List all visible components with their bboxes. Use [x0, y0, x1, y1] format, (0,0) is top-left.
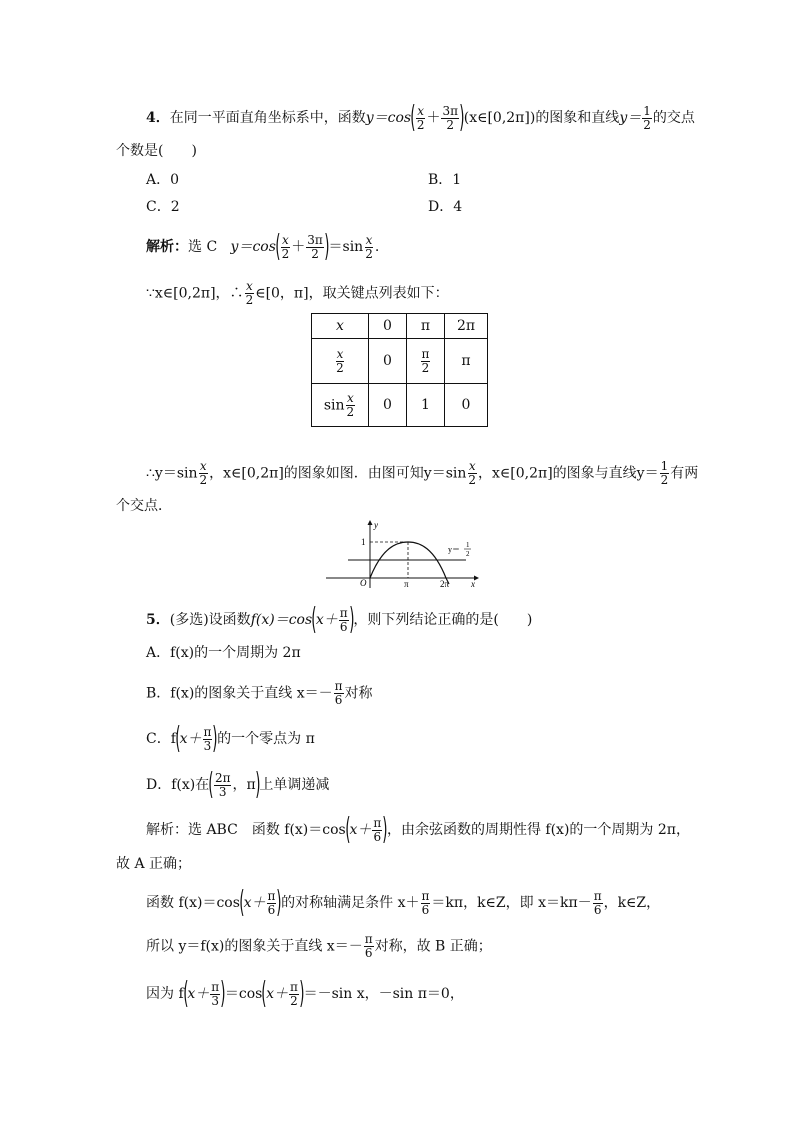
q4-option-b: B．1 — [428, 172, 462, 188]
fraction — [441, 105, 459, 132]
q4-conclusion-line1 — [146, 460, 698, 487]
table-row — [312, 384, 488, 427]
tick-pi: π — [404, 579, 409, 589]
table-cell — [312, 384, 369, 427]
table-cell: π — [445, 339, 488, 384]
frac-num: 1 — [660, 459, 669, 473]
q5-solution-line2: 故 A 正确； — [116, 856, 192, 872]
frac-den: 2 — [199, 473, 208, 487]
sol5-b: ＝cos — [224, 986, 263, 1002]
q4-solution-line1 — [146, 229, 380, 264]
eq-sin: ＝sin — [328, 239, 364, 255]
q4-domain: (x∈[0,2π]) — [463, 110, 536, 126]
frac-den: 2 — [421, 360, 430, 375]
sol1-a: 解析：选 ABC 函数 f(x)＝cos — [146, 822, 346, 838]
fraction — [214, 772, 232, 799]
q5-solution-line5 — [146, 976, 464, 1011]
q4-stem-b: 的图象和直线 — [535, 110, 620, 126]
q4-y-cos: y＝cos — [230, 239, 276, 255]
frac-den: 2 — [365, 246, 373, 261]
line-label-num: 1 — [466, 541, 470, 549]
frac-den: 2 — [468, 473, 477, 487]
sol4-a: 所以 y＝f(x)的图象关于直线 x＝－ — [146, 938, 363, 955]
q4-stem-c: 的交点 — [652, 110, 695, 126]
sol4-b: 对称，故 B 正确； — [374, 938, 492, 955]
frac-den: 2 — [660, 473, 669, 487]
period: . — [374, 239, 380, 255]
right-paren: ) — [276, 885, 282, 920]
q5-option-d — [146, 767, 330, 802]
table-cell: 1 — [407, 384, 445, 427]
x-plus: x＋ — [179, 731, 202, 747]
fraction — [335, 348, 345, 375]
comma-pi: ，π — [232, 777, 256, 793]
fraction — [416, 105, 426, 132]
frac-den: 2 — [311, 246, 319, 261]
table-cell — [312, 339, 369, 384]
frac-num: π — [339, 605, 348, 620]
q4-conclusion-line2: 个交点． — [116, 498, 172, 514]
fraction — [199, 460, 209, 487]
left-paren: ( — [275, 229, 281, 264]
q4-choice: 选 C — [188, 239, 218, 255]
q4-option-d: D．4 — [428, 199, 463, 215]
q4-because-line — [146, 280, 449, 307]
q4-option-c: C．2 — [146, 199, 180, 215]
tick-two-pi: 2π — [440, 579, 450, 589]
right-paren: ) — [459, 100, 465, 135]
sol3-a: 函数 f(x)＝cos — [146, 895, 240, 911]
left-paren: ( — [175, 721, 181, 756]
frac-num: x — [336, 346, 344, 361]
x-axis-label: x — [471, 579, 475, 589]
table-cell: x — [312, 314, 369, 339]
line-label: y＝ — [448, 545, 460, 554]
y-axis-label: y — [374, 520, 378, 530]
left-paren: ( — [344, 812, 351, 847]
left-paren: ( — [239, 885, 245, 920]
fraction — [660, 460, 670, 487]
concl-c: ，x∈[0,2π]的图象与直线y＝ — [478, 465, 659, 482]
frac-den: 6 — [421, 902, 430, 917]
right-paren: ) — [348, 602, 355, 637]
q5-number: 5． — [146, 612, 170, 628]
q5-solution-line4 — [146, 933, 492, 960]
frac-num: π — [364, 932, 373, 946]
fraction — [339, 607, 349, 634]
table-cell: 0 — [369, 339, 407, 384]
table-cell: 0 — [445, 384, 488, 427]
frac-num: x — [282, 232, 289, 247]
frac-num: x — [346, 390, 354, 405]
frac-den: 6 — [593, 902, 602, 917]
x-plus: x＋ — [243, 895, 266, 911]
right-paren: ) — [212, 721, 218, 756]
q5-solution-line3 — [146, 885, 661, 920]
frac-num: x — [417, 103, 425, 118]
y-axis-arrow — [368, 520, 373, 525]
because-b: ∈[0，π]，取关键点列表如下： — [255, 285, 449, 302]
q4-y-cos: y＝cos — [365, 110, 412, 126]
sol3-b: 的对称轴满足条件 x＋ — [281, 895, 420, 911]
right-paren: ) — [324, 229, 330, 264]
fraction — [364, 234, 374, 261]
frac-num: x — [365, 232, 373, 247]
fraction — [364, 933, 374, 960]
solution-label: 解析： — [146, 239, 188, 255]
fraction — [421, 348, 431, 375]
frac-den: 2 — [245, 293, 254, 307]
because-a: ∵x∈[0,2π]，∴ — [146, 285, 244, 302]
concl-b: ，x∈[0,2π]的图象如图．由图可知y＝sin — [209, 465, 467, 482]
frac-num: π — [211, 979, 220, 994]
table-row — [312, 314, 488, 339]
frac-den: 2 — [346, 404, 355, 419]
fraction — [346, 392, 356, 419]
right-paren: ) — [299, 976, 305, 1011]
sol3-d: ，k∈Z， — [603, 895, 661, 911]
left-paren: ( — [208, 767, 214, 802]
q4-stem-line1 — [146, 100, 695, 135]
fraction — [593, 890, 603, 917]
right-paren: ) — [254, 767, 261, 802]
optB-a: B．f(x)的图象关于直线 x＝－ — [146, 685, 333, 702]
left-paren: ( — [261, 976, 267, 1011]
frac-num: π — [334, 679, 343, 693]
q5-option-a: A．f(x)的一个周期为 2π — [146, 645, 301, 661]
frac-den: 3 — [218, 784, 227, 799]
frac-den: 2 — [290, 993, 298, 1008]
frac-num: x — [245, 279, 253, 293]
fraction — [245, 280, 255, 307]
frac-num: π — [421, 888, 430, 903]
origin-label: O — [360, 578, 367, 588]
sin-label: sin — [323, 397, 345, 413]
sol1-b: ，由余弦函数的周期性得 f(x)的一个周期为 2π， — [386, 822, 690, 838]
key-points-table — [311, 313, 488, 427]
fraction — [642, 105, 652, 132]
sol3-c: ＝kπ，k∈Z，即 x＝kπ－ — [431, 895, 592, 911]
fraction — [467, 460, 477, 487]
right-paren: ) — [220, 976, 226, 1011]
sine-graph — [318, 518, 480, 590]
q4-stem-line2: 个数是( ) — [116, 143, 197, 159]
frac-den: 3 — [211, 993, 220, 1008]
frac-num: 3π — [307, 232, 323, 247]
concl-a: ∴y＝sin — [146, 465, 198, 482]
tick-one: 1 — [361, 537, 366, 547]
frac-den: 6 — [364, 946, 373, 960]
q5-stem-a: (多选)设函数 — [169, 612, 251, 628]
q5-solution-line1 — [146, 812, 690, 847]
x-plus: x＋ — [349, 822, 372, 838]
frac-den: 2 — [446, 117, 455, 132]
frac-den: 2 — [336, 360, 344, 375]
table-cell: π — [407, 314, 445, 339]
q4-option-a: A．0 — [146, 172, 180, 188]
frac-den: 6 — [373, 829, 382, 844]
fraction — [267, 890, 277, 917]
q4-number: 4． — [146, 110, 170, 126]
frac-num: 1 — [643, 103, 651, 118]
plus: ＋ — [426, 110, 441, 126]
frac-num: π — [289, 979, 298, 994]
frac-num: π — [203, 724, 212, 739]
right-paren: ) — [382, 812, 388, 847]
frac-den: 6 — [334, 693, 343, 707]
concl-d: 有两 — [670, 465, 699, 482]
table-cell — [407, 339, 445, 384]
fraction — [281, 234, 291, 261]
frac-den: 2 — [643, 117, 651, 132]
frac-num: π — [373, 815, 382, 830]
fraction — [306, 234, 324, 261]
left-paren: ( — [410, 100, 416, 135]
q5-option-b — [146, 680, 373, 707]
frac-num: π — [593, 888, 602, 903]
fx-cos: f(x)＝cos — [250, 612, 313, 628]
frac-num: 3π — [442, 103, 459, 118]
frac-num: π — [267, 888, 276, 903]
table-row — [312, 339, 488, 384]
frac-den: 2 — [416, 117, 425, 132]
x-plus: x＋ — [315, 612, 338, 628]
frac-den: 3 — [203, 738, 212, 753]
sol5-c: ＝－sin x，－sin π＝0， — [303, 986, 464, 1002]
optC-b: 的一个零点为 π — [217, 731, 315, 747]
fraction — [203, 726, 213, 753]
optC-a: C．f — [146, 731, 176, 747]
optB-b: 对称 — [344, 685, 373, 702]
fraction — [421, 890, 431, 917]
fraction — [289, 981, 299, 1008]
q4-y-eq: y＝ — [619, 110, 642, 126]
frac-den: 6 — [339, 619, 348, 634]
q5-option-c — [146, 721, 315, 756]
q4-stem-a: 在同一平面直角坐标系中，函数 — [169, 110, 366, 126]
table-cell: 0 — [369, 384, 407, 427]
frac-den: 2 — [281, 246, 290, 261]
optD-b: 上单调递减 — [259, 777, 330, 793]
sol5-a: 因为 f — [146, 986, 184, 1002]
frac-num: π — [421, 346, 430, 361]
optD-a: D．f(x)在 — [146, 777, 210, 793]
fraction — [372, 817, 382, 844]
q5-stem — [146, 602, 533, 637]
frac-num: x — [468, 459, 476, 473]
q5-stem-b: ，则下列结论正确的是( ) — [353, 612, 533, 628]
table-cell: 0 — [369, 314, 407, 339]
fraction — [334, 680, 344, 707]
table-cell: 2π — [445, 314, 488, 339]
fraction — [210, 981, 220, 1008]
frac-num: x — [199, 459, 207, 473]
frac-num: 2π — [214, 770, 231, 785]
x-plus: x＋ — [187, 986, 210, 1002]
left-paren: ( — [311, 602, 317, 637]
line-label-den: 2 — [466, 550, 470, 558]
x-plus: x＋ — [266, 986, 288, 1002]
plus: ＋ — [291, 239, 306, 255]
left-paren: ( — [182, 976, 189, 1011]
frac-den: 6 — [267, 902, 276, 917]
